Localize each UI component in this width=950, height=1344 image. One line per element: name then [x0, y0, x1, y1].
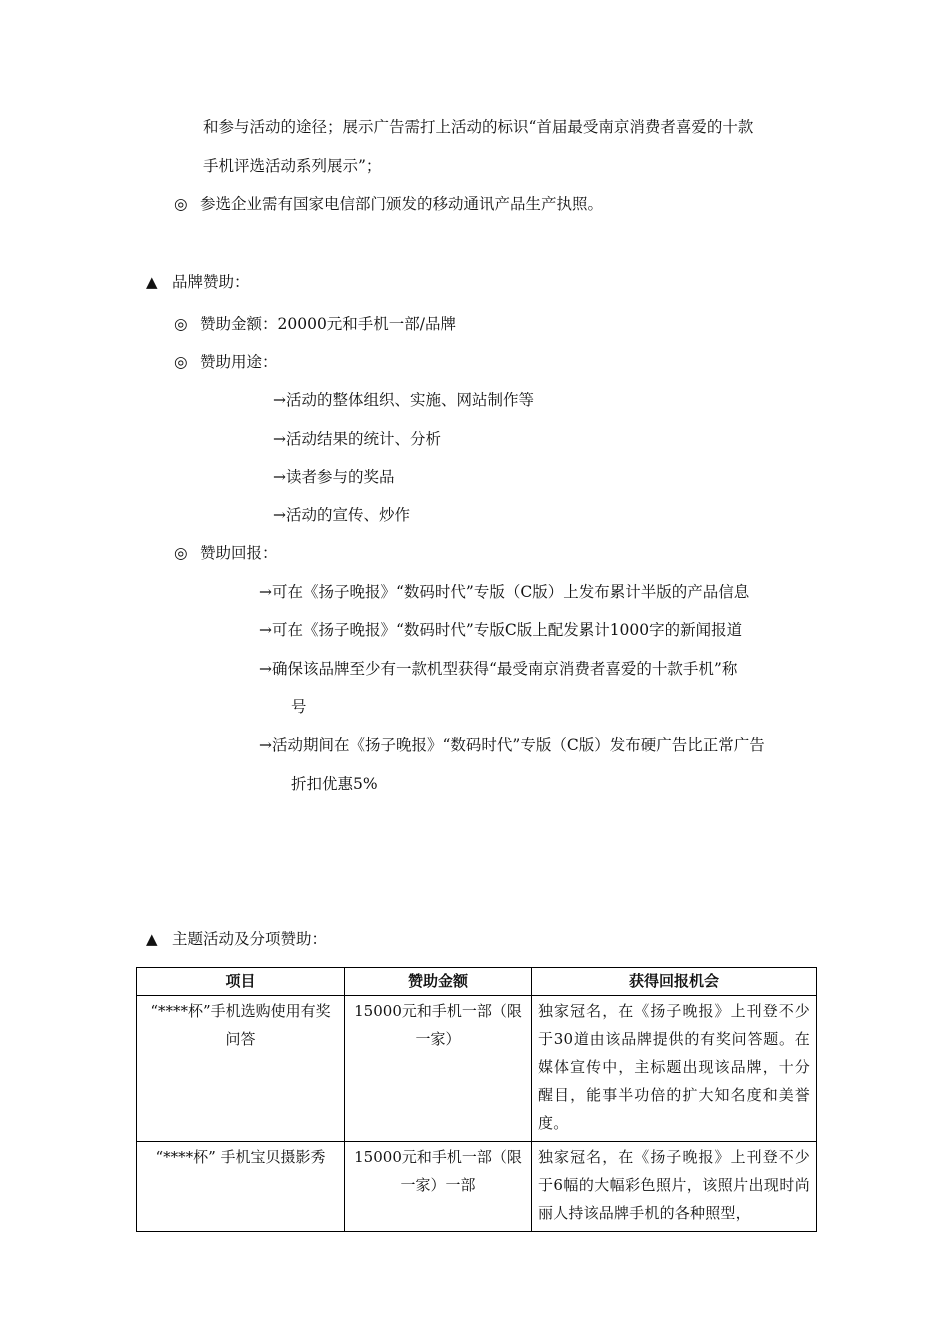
theme-heading-text: 主题活动及分项赞助： [172, 930, 328, 948]
cell-project: “****杯” 手机宝贝摄影秀 [137, 1142, 345, 1232]
usage-item: →活动的整体组织、实施、网站制作等 [273, 391, 534, 409]
triangle-marker: ▲ [146, 930, 158, 948]
brand-usage-heading [174, 352, 278, 372]
return-item: →活动期间在《扬子晚报》“数码时代”专版（C版）发布硬广告比正常广告 [259, 736, 765, 754]
table-header-row [137, 968, 817, 996]
bullet-mark: ◎ [174, 315, 188, 333]
usage-item: →活动的宣传、炒作 [273, 506, 410, 524]
cell-amount: 15000元和手机一部（限一家）一部 [345, 1142, 532, 1232]
triangle-marker: ▲ [146, 273, 158, 291]
intro-line-1: 和参与活动的途径；展示广告需打上活动的标识“首届最受南京消费者喜爱的十款 [203, 118, 754, 136]
brand-heading [146, 272, 250, 292]
license-bullet [174, 194, 603, 214]
sponsorship-table [136, 967, 817, 1232]
header-amount: 赞助金额 [345, 968, 532, 996]
brand-return-text: 赞助回报： [200, 544, 278, 562]
bullet-mark: ◎ [174, 195, 188, 213]
cell-amount: 15000元和手机一部（限一家） [345, 996, 532, 1142]
header-project: 项目 [137, 968, 345, 996]
table-row [137, 996, 817, 1142]
brand-heading-text: 品牌赞助： [172, 273, 250, 291]
license-text: 参选企业需有国家电信部门颁发的移动通讯产品生产执照。 [200, 195, 604, 213]
intro-line-2: 手机评选活动系列展示”； [203, 157, 382, 175]
return-item: →可在《扬子晚报》“数码时代”专版（C版）上发布累计半版的产品信息 [259, 583, 750, 601]
brand-amount-text: 赞助金额：20000元和手机一部/品牌 [200, 315, 457, 333]
return-item: →可在《扬子晚报》“数码时代”专版C版上配发累计1000字的新闻报道 [259, 621, 743, 639]
cell-return: 独家冠名，在《扬子晚报》上刊登不少于6幅的大幅彩色照片，该照片出现时尚丽人持该品牌手机的各种照型， [532, 1142, 817, 1232]
bullet-mark: ◎ [174, 353, 188, 371]
header-return: 获得回报机会 [532, 968, 817, 996]
return-item: →确保该品牌至少有一款机型获得“最受南京消费者喜爱的十款手机”称 [259, 660, 738, 678]
usage-item: →活动结果的统计、分析 [273, 430, 441, 448]
return-item-continued: 号 [291, 698, 307, 716]
bullet-mark: ◎ [174, 544, 188, 562]
theme-heading [146, 929, 327, 949]
cell-return: 独家冠名，在《扬子晚报》上刊登不少于30道由该品牌提供的有奖问答题。在媒体宣传中，主标题出现该品牌，十分醒目，能事半功倍的扩大知名度和美誉度。 [532, 996, 817, 1142]
brand-return-heading [174, 543, 278, 563]
brand-amount [174, 314, 456, 334]
brand-usage-text: 赞助用途： [200, 353, 278, 371]
usage-item: →读者参与的奖品 [273, 468, 395, 486]
return-item-continued: 折扣优惠5% [291, 775, 378, 793]
table-row [137, 1142, 817, 1232]
cell-project: “****杯”手机选购使用有奖问答 [137, 996, 345, 1142]
